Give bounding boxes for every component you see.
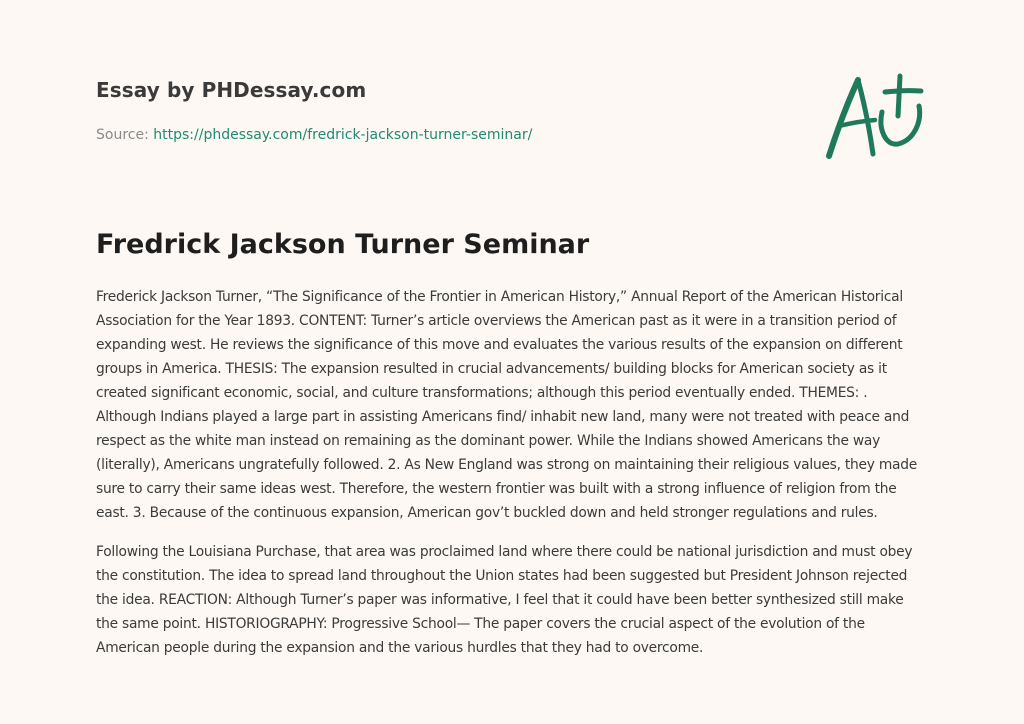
source-line [96,125,796,145]
site-name: Essay by PHDessay.com [96,78,367,102]
page-title: Fredrick Jackson Turner Seminar [96,229,590,260]
essay-paragraph: Following the Louisiana Purchase, that area was proclaimed land where there could be national jurisdiction and must obey the constitution. The idea to spread land throughout the Union states had been suggested but President Johnson rejected the idea. REACTION: Although Turner’s paper was informative, I feel that it could have been better synthesized still make the same point. HISTORIOGRAPHY: Progressive School— The paper covers the crucial aspect of the evolution of the American people during the expansion and the various hurdles that they had to overcome. [96,544,913,656]
essay-body [96,285,928,675]
source-link[interactable]: https://phdessay.com/fredrick-jackson-turner-seminar/ [153,127,533,143]
essay-paragraph: Frederick Jackson Turner, “The Significance of the Frontier in American History,” Annual Report of the American Historical Association for the Year 1893. CONTENT: Turner’s article overviews the American past as it were in a transition period of expanding west. He reviews the significance of this move and evaluates the various results of the expansion on different groups in America. THESIS: The expansion resulted in crucial advancements/ building blocks for American society as it created significant economic, social, and culture transformations; although this period eventually ended. THEMES: . Although Indians played a large part in assisting Americans find/ inhabit new land, many were not treated with peace and respect as the white man instead on remaining as the dominant power. While the Indians showed Americans the way (literally), Americans ungratefully followed. 2. As New England was strong on maintaining their religious values, they made sure to carry their same ideas west. Therefore, the western frontier was built with a strong influence of religion from the east. 3. Because of the continuous expansion, American gov’t buckled down and held stronger regulations and rules. [96,289,917,521]
a-plus-logo-icon [822,68,928,162]
source-label: Source: [96,127,154,143]
page-header [96,76,796,145]
